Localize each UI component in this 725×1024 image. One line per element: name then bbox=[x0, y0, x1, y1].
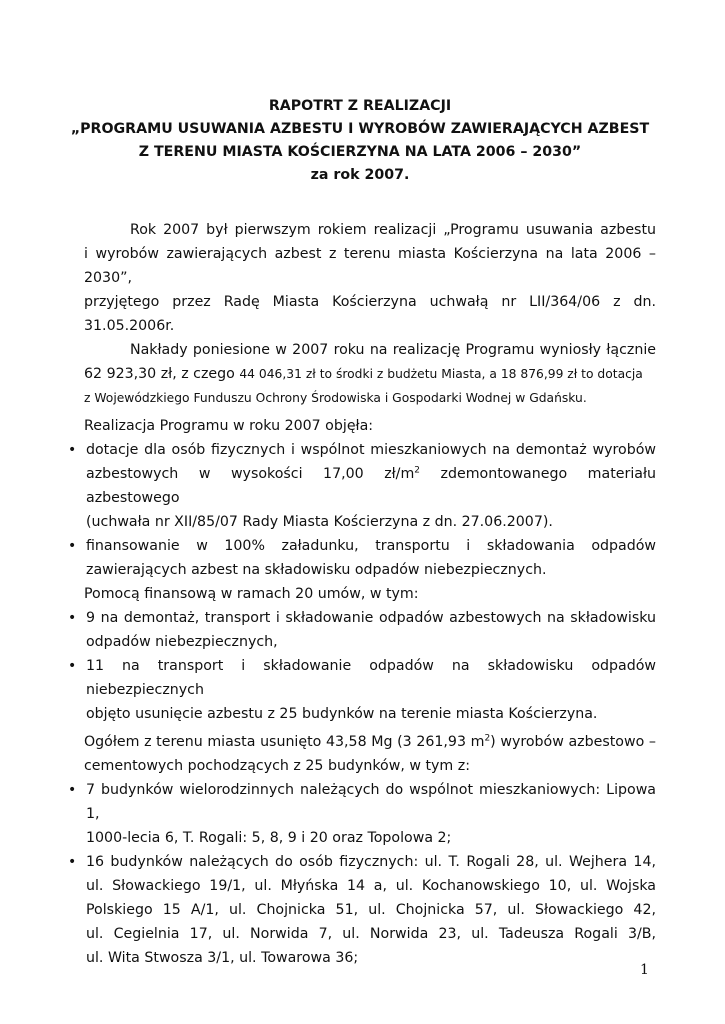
text-line: Polskiego 15 A/1, ul. Chojnicka 51, ul. Chojnicka 57, ul. Słowackiego 42, bbox=[86, 902, 656, 918]
text-line: 1000-lecia 6, T. Rogali: 5, 8, 9 i 20 oraz Topolowa 2; bbox=[86, 830, 452, 846]
text-line: cementowych pochodzących z 25 budynków, w tym z: bbox=[84, 758, 470, 774]
text-line: dotacje dla osób fizycznych i wspólnot mieszkaniowych na demontaż wyrobów bbox=[86, 442, 656, 458]
pomoc-section bbox=[68, 582, 656, 726]
realizacja-list bbox=[66, 438, 656, 582]
pomoc-heading bbox=[84, 582, 656, 606]
text-line bbox=[84, 730, 656, 754]
page-number: 1 bbox=[640, 962, 649, 978]
intro-paragraph-2 bbox=[84, 338, 656, 410]
ogolem-section bbox=[68, 730, 657, 970]
text-line: Rok 2007 był pierwszym rokiem realizacji „Programu usuwania azbestu bbox=[130, 222, 656, 238]
text-line: ul. Słowackiego 19/1, ul. Młyńska 14 a, ul. Kochanowskiego 10, ul. Wojska bbox=[86, 878, 656, 894]
superscript: 2 bbox=[414, 465, 421, 476]
bullet-icon: • bbox=[68, 610, 77, 626]
bullet-icon: • bbox=[68, 782, 77, 798]
text-fragment: azbestowych w wysokości 17,00 zł/m bbox=[86, 466, 415, 482]
list-item bbox=[66, 778, 656, 850]
text-line: 31.05.2006r. bbox=[84, 318, 175, 334]
list-item bbox=[66, 850, 656, 970]
text-line bbox=[86, 462, 656, 510]
text-line bbox=[84, 362, 656, 386]
bullet-icon: • bbox=[68, 658, 77, 674]
list-item bbox=[66, 534, 656, 582]
list-item bbox=[66, 606, 656, 654]
text-line: objęto usunięcie azbestu z 25 budynków na terenie miasta Kościerzyna. bbox=[86, 706, 598, 722]
realizacja-section bbox=[68, 414, 656, 582]
ogolem-list bbox=[66, 778, 656, 970]
bullet-icon: • bbox=[68, 442, 77, 458]
text-line: 16 budynków należących do osób fizycznych: ul. T. Rogali 28, ul. Wejhera 14, bbox=[86, 854, 656, 870]
text-line: i wyrobów zawierających azbest z terenu miasta Kościerzyna na lata 2006 – 2030”, bbox=[84, 246, 656, 286]
text-line: Nakłady poniesione w 2007 roku na realizację Programu wyniosły łącznie bbox=[130, 342, 656, 358]
text-line: 11 na transport i składowanie odpadów na składowisku odpadów niebezpiecznych bbox=[86, 658, 656, 698]
text-line: zawierających azbest na składowisku odpadów niebezpiecznych. bbox=[86, 562, 547, 578]
title-line-4: za rok 2007. bbox=[310, 167, 410, 183]
text-fragment: ) wyrobów azbestowo – bbox=[490, 734, 657, 750]
bullet-icon: • bbox=[68, 854, 77, 870]
text-line: Pomocą finansową w ramach 20 umów, w tym: bbox=[84, 586, 419, 602]
title-line-1: RAPOTRT Z REALIZACJI bbox=[268, 98, 452, 114]
text-line: (uchwała nr XII/85/07 Rady Miasta Kościerzyna z dn. 27.06.2007). bbox=[86, 514, 553, 530]
title-line-3: Z TERENU MIASTA KOŚCIERZYNA NA LATA 2006 – 2030” bbox=[138, 144, 582, 160]
bullet-icon: • bbox=[68, 538, 77, 554]
list-item bbox=[66, 654, 656, 726]
text-line: przyjętego przez Radę Miasta Kościerzyna uchwałą nr LII/364/06 z dn. bbox=[84, 294, 656, 310]
title-line-2: „PROGRAMU USUWANIA AZBESTU I WYROBÓW ZAWIERAJĄCYCH AZBEST bbox=[70, 121, 650, 137]
intro-section bbox=[84, 218, 656, 410]
text-fragment: Ogółem z terenu miasta usunięto 43,58 Mg (3 261,93 m bbox=[84, 734, 485, 750]
text-line: ul. Wita Stwosza 3/1, ul. Towarowa 36; bbox=[86, 950, 359, 966]
text-line: ul. Cegielnia 17, ul. Norwida 7, ul. Norwida 23, ul. Tadeusza Rogali 3/B, bbox=[86, 926, 656, 942]
text-line: z Wojewódzkiego Funduszu Ochrony Środowiska i Gospodarki Wodnej w Gdańsku. bbox=[84, 391, 587, 405]
text-line: finansowanie w 100% załadunku, transportu i składowania odpadów bbox=[86, 538, 656, 554]
text-line: odpadów niebezpiecznych, bbox=[86, 634, 278, 650]
pomoc-list bbox=[66, 606, 656, 726]
funding-breakdown-text: 44 046,31 zł to środki z budżetu Miasta, a 18 876,99 zł to dotacja bbox=[239, 367, 643, 381]
text-line: 9 na demontaż, transport i składowanie odpadów azbestowych na składowisku bbox=[86, 610, 656, 626]
realizacja-heading bbox=[84, 414, 656, 438]
document-title bbox=[60, 95, 660, 187]
text-line: Realizacja Programu w roku 2007 objęła: bbox=[84, 418, 374, 434]
superscript: 2 bbox=[484, 733, 491, 744]
intro-paragraph-1 bbox=[84, 218, 656, 338]
total-amount-text: 62 923,30 zł, z czego bbox=[84, 366, 240, 382]
text-fragment: zdemontowanego materiału azbestowego bbox=[86, 466, 656, 506]
list-item bbox=[66, 438, 656, 534]
ogolem-paragraph bbox=[84, 730, 656, 778]
text-line: 7 budynków wielorodzinnych należących do wspólnot mieszkaniowych: Lipowa 1, bbox=[86, 782, 656, 822]
